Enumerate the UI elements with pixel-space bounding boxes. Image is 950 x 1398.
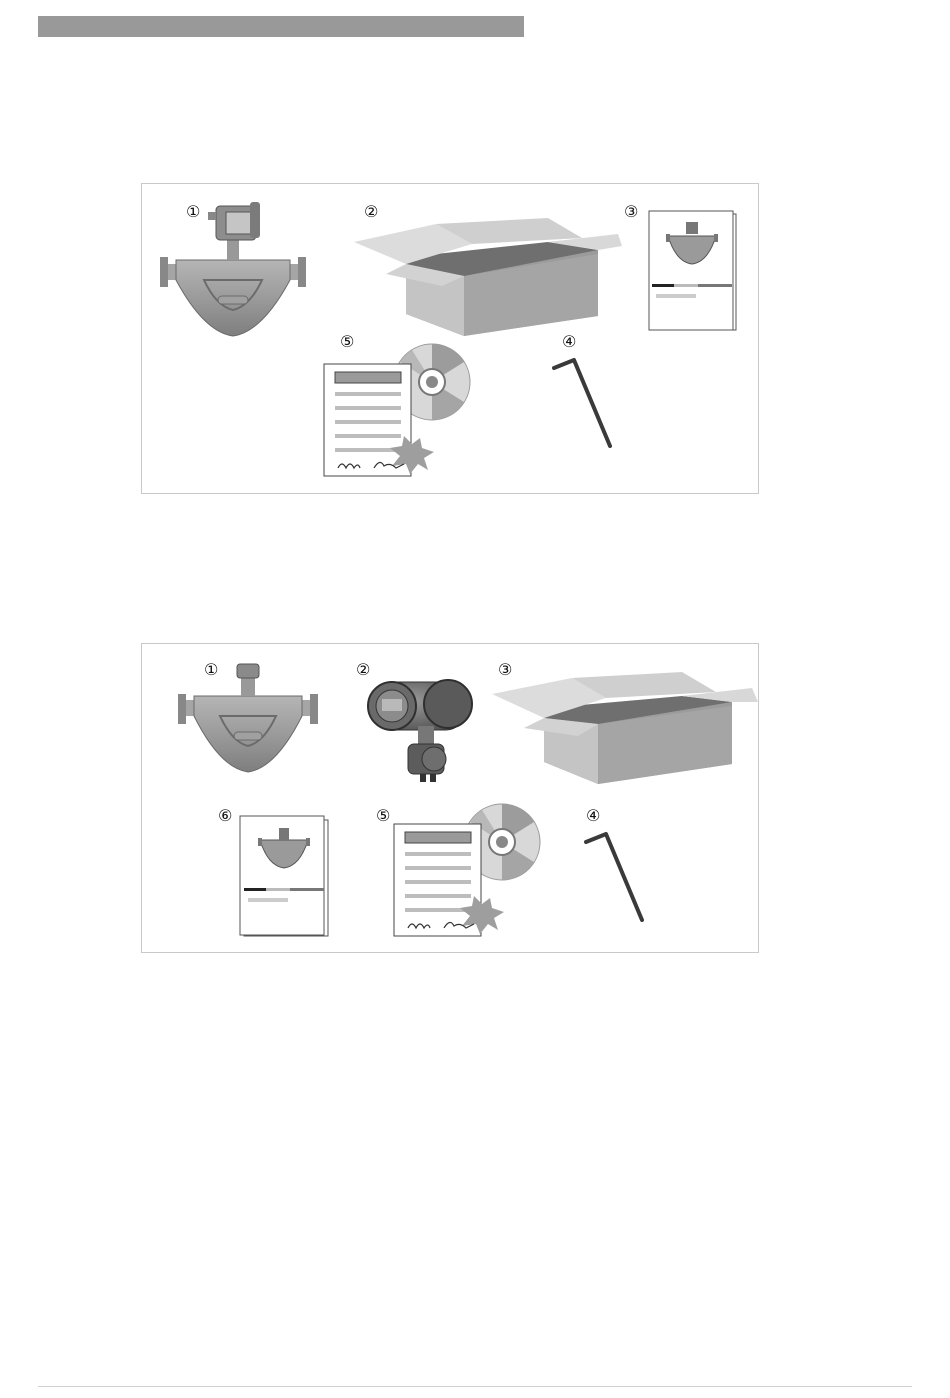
scope-of-delivery-figure-compact [141,183,759,494]
shipping-box-icon [492,672,758,784]
callout-item-5: ⑤ [376,806,391,825]
documentation-cd-certificate-icon [324,344,470,476]
scope-of-delivery-figure-remote [141,643,759,953]
allen-key-icon [554,360,610,446]
quick-start-booklet-icon [649,211,736,330]
callout-item-4: ④ [562,332,577,351]
callout-item-5: ⑤ [340,332,355,351]
callout-item-6: ⑥ [218,806,233,825]
callout-item-1: ① [204,660,219,679]
shipping-box-icon [354,218,622,336]
section-header-bar [38,16,524,37]
callout-item-2: ② [364,202,379,221]
remote-converter-icon [368,680,472,782]
callout-item-2: ② [356,660,371,679]
flowmeter-icon [178,660,318,772]
callout-item-3: ③ [498,660,513,679]
callout-item-4: ④ [586,806,601,825]
callout-item-1: ① [186,202,201,221]
documentation-cd-certificate-icon [394,804,540,936]
flowmeter-icon [160,202,306,336]
callout-item-3: ③ [624,202,639,221]
allen-key-icon [586,834,642,920]
quick-start-booklet-icon [240,816,328,936]
footer-rule [38,1386,912,1387]
